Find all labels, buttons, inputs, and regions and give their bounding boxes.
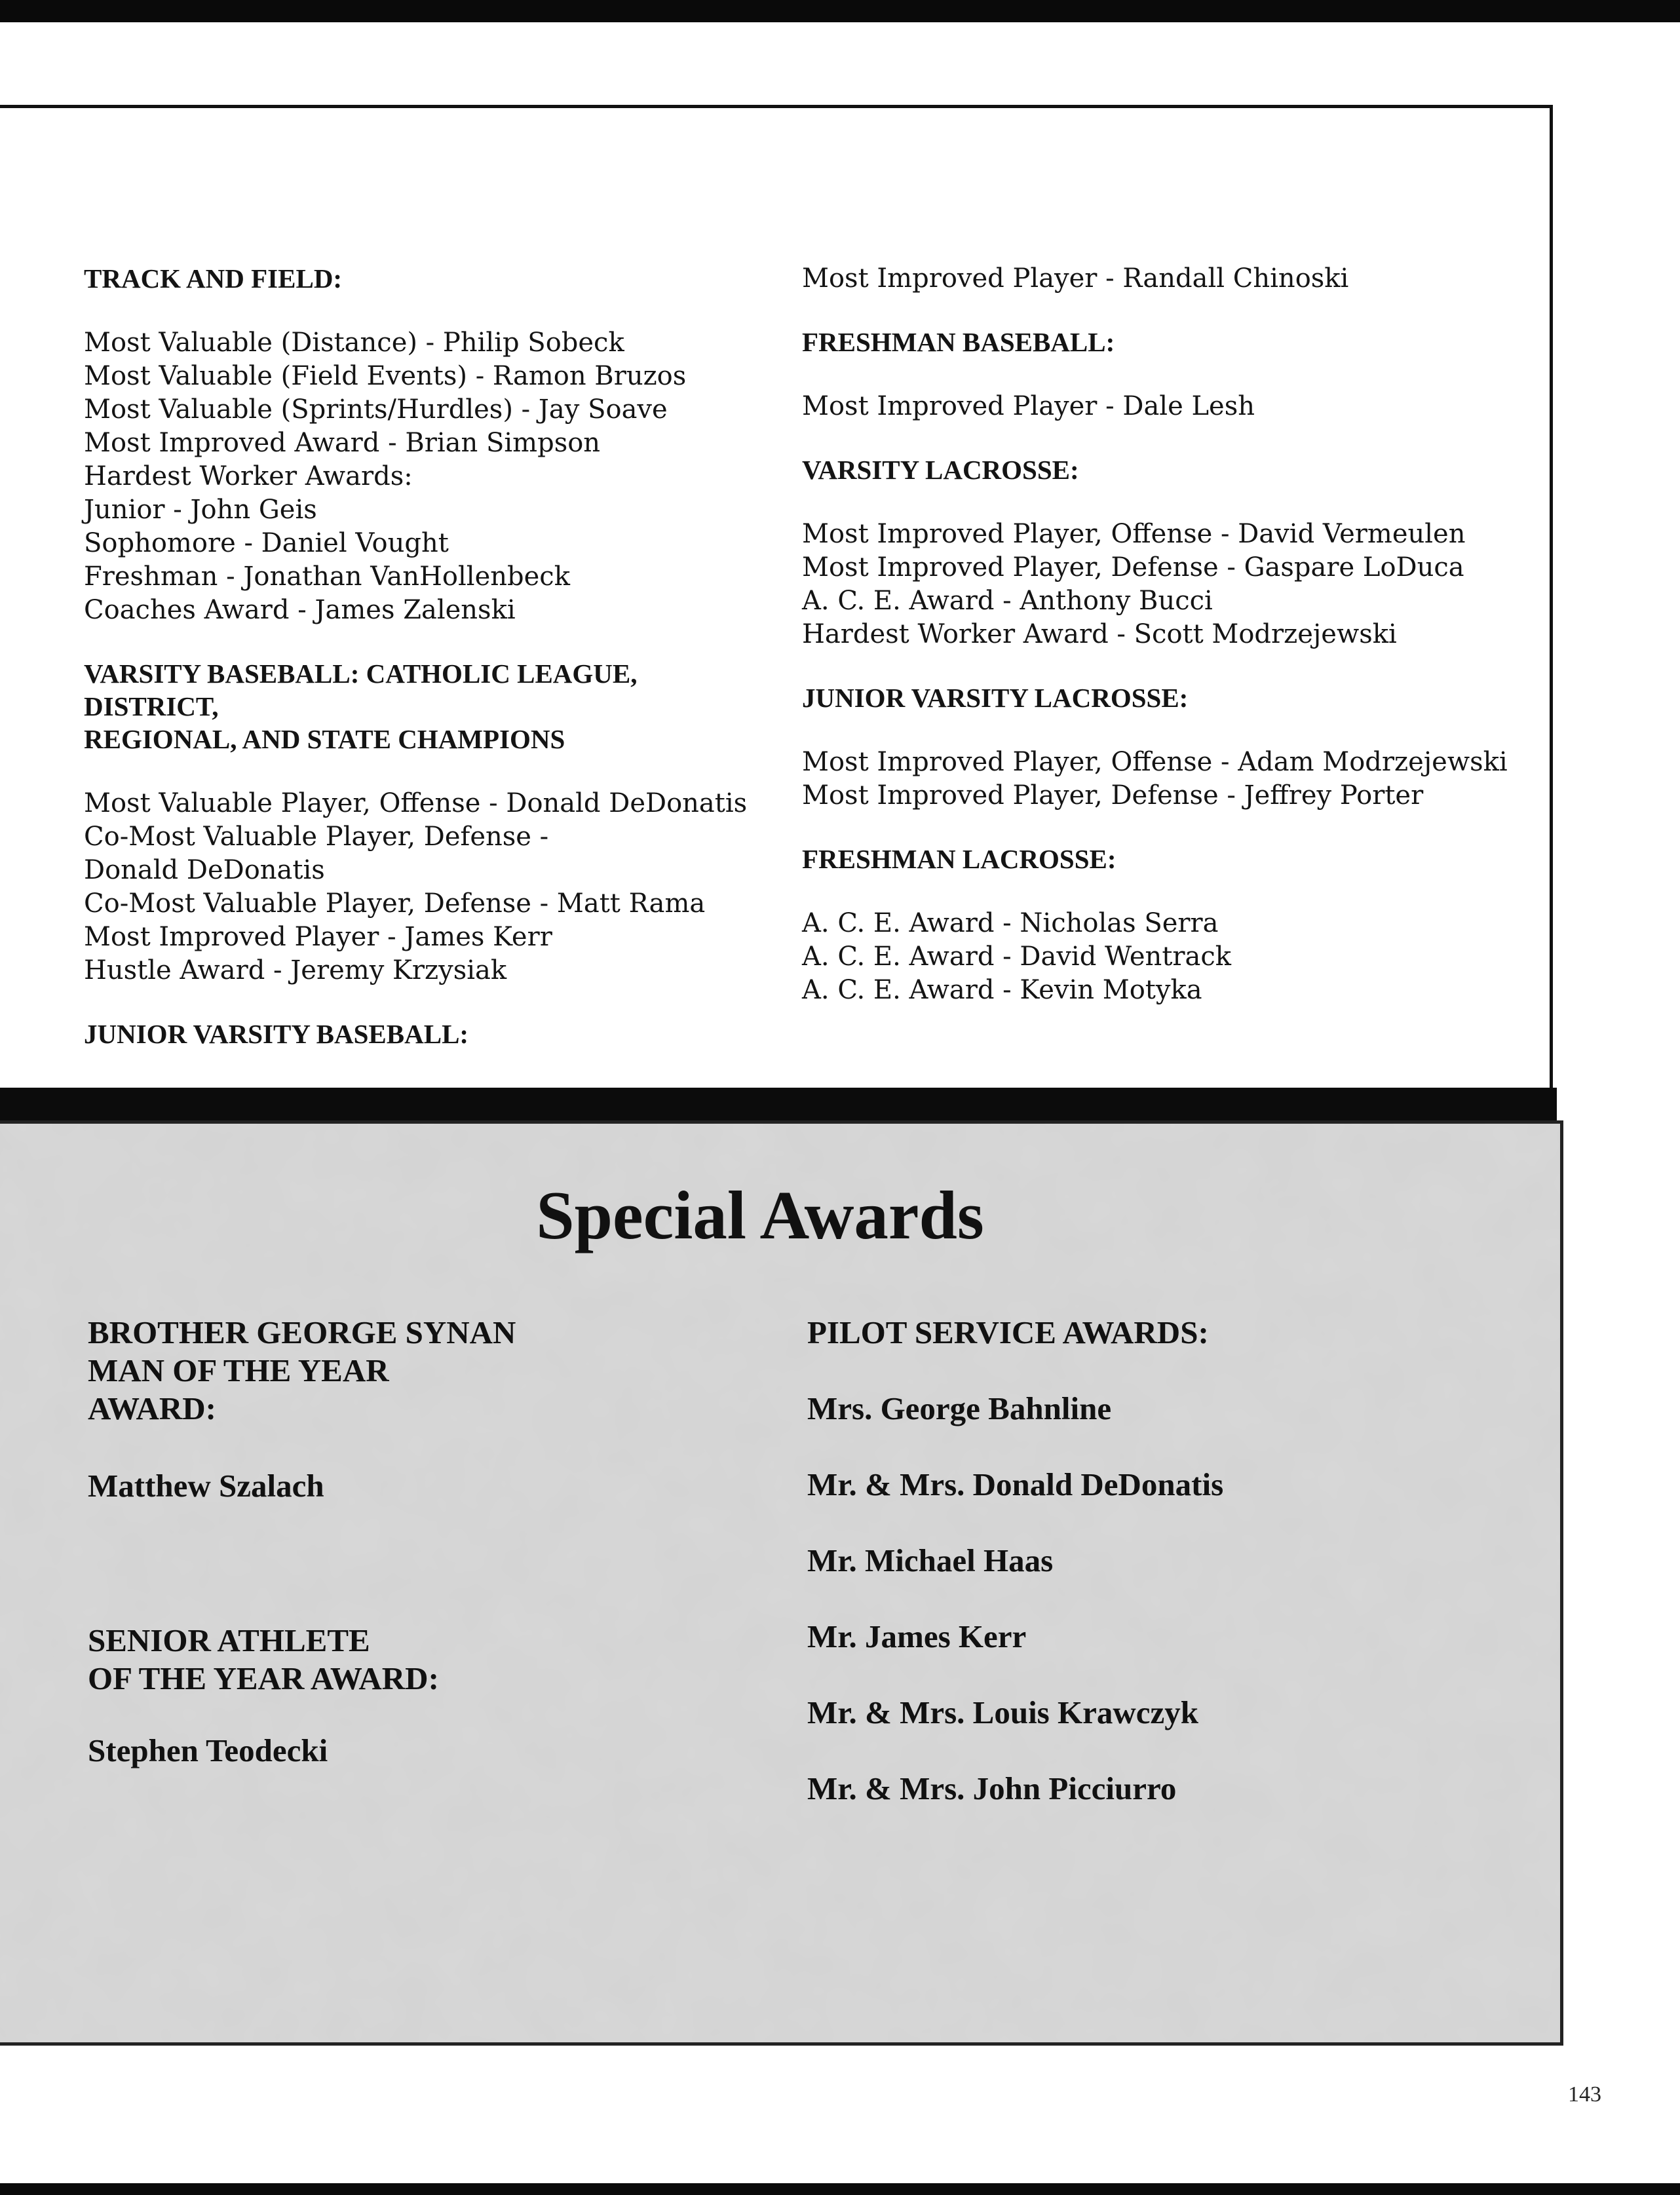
- award-line: Hardest Worker Award - Scott Modrzejewski: [802, 619, 1397, 649]
- section-heading-track: TRACK AND FIELD:: [84, 263, 343, 294]
- pilot-service-recipient: Mr. & Mrs. Donald DeDonatis: [807, 1466, 1224, 1502]
- senior-athlete-heading: OF THE YEAR AWARD:: [88, 1660, 439, 1696]
- award-line: Donald DeDonatis: [84, 855, 325, 885]
- award-line: Coaches Award - James Zalenski: [84, 595, 516, 625]
- award-line: Most Improved Player, Defense - Jeffrey Porter: [802, 780, 1424, 811]
- awards-right-column: [802, 262, 1523, 1007]
- award-line: Most Improved Player, Offense - David Vermeulen: [802, 519, 1466, 549]
- section-divider: [0, 1088, 1557, 1122]
- award-line: Most Valuable (Distance) - Philip Sobeck: [84, 328, 624, 358]
- award-line: A. C. E. Award - Kevin Motyka: [802, 975, 1202, 1005]
- bottom-border: [0, 2183, 1680, 2195]
- man-of-year-heading: AWARD:: [88, 1390, 216, 1426]
- award-line: Freshman - Jonathan VanHollenbeck: [84, 562, 570, 592]
- special-awards-left: [88, 1314, 743, 1770]
- award-line: Most Improved Award - Brian Simpson: [84, 428, 601, 458]
- page-number: 143: [1568, 2082, 1601, 2107]
- award-line: Sophomore - Daniel Vought: [84, 528, 449, 558]
- pilot-service-recipient: Mr. & Mrs. Louis Krawczyk: [807, 1694, 1198, 1730]
- award-line: Hustle Award - Jeremy Krzysiak: [84, 955, 507, 985]
- pilot-service-heading: PILOT SERVICE AWARDS:: [807, 1314, 1209, 1350]
- man-of-year-heading: MAN OF THE YEAR: [88, 1352, 389, 1388]
- man-of-year-recipient: Matthew Szalach: [88, 1468, 324, 1504]
- pilot-service-recipient: Mr. & Mrs. John Picciurro: [807, 1770, 1177, 1806]
- pilot-service-recipient: Mrs. George Bahnline: [807, 1390, 1112, 1426]
- award-line: A. C. E. Award - Nicholas Serra: [802, 908, 1219, 938]
- award-line: Junior - John Geis: [84, 495, 317, 525]
- award-line: Most Valuable Player, Offense - Donald DeDonatis: [84, 788, 748, 818]
- section-heading-varsity-baseball: DISTRICT,: [84, 691, 219, 721]
- section-heading-varsity-lacrosse: VARSITY LACROSSE:: [802, 455, 1079, 485]
- award-line: Most Improved Player, Defense - Gaspare LoDuca: [802, 552, 1464, 582]
- section-heading-jv-baseball: JUNIOR VARSITY BASEBALL:: [84, 1019, 469, 1049]
- section-heading-freshman-lacrosse: FRESHMAN LACROSSE:: [802, 844, 1117, 874]
- award-line: A. C. E. Award - David Wentrack: [802, 942, 1231, 972]
- award-line: Most Improved Player - James Kerr: [84, 922, 552, 952]
- man-of-year-heading: BROTHER GEORGE SYNAN: [88, 1314, 516, 1350]
- award-line: A. C. E. Award - Anthony Bucci: [802, 586, 1213, 616]
- section-heading-jv-lacrosse: JUNIOR VARSITY LACROSSE:: [802, 683, 1189, 713]
- pilot-service-recipient: Mr. Michael Haas: [807, 1542, 1054, 1578]
- award-line: Most Improved Player - Randall Chinoski: [802, 263, 1349, 294]
- award-line: Co-Most Valuable Player, Defense - Matt Rama: [84, 888, 706, 919]
- award-line: Most Improved Player, Offense - Adam Modrzejewski: [802, 747, 1508, 777]
- section-heading-freshman-baseball: FRESHMAN BASEBALL:: [802, 327, 1115, 357]
- special-awards-right: [807, 1314, 1528, 1808]
- award-line: Most Improved Player - Dale Lesh: [802, 391, 1255, 421]
- award-line: Most Valuable (Field Events) - Ramon Bruzos: [84, 361, 687, 391]
- pilot-service-recipient: Mr. James Kerr: [807, 1618, 1027, 1654]
- special-awards-title: Special Awards: [536, 1177, 984, 1253]
- top-border: [0, 0, 1680, 22]
- senior-athlete-recipient: Stephen Teodecki: [88, 1732, 328, 1768]
- section-heading-varsity-baseball: VARSITY BASEBALL: CATHOLIC LEAGUE,: [84, 658, 638, 689]
- award-line: Most Valuable (Sprints/Hurdles) - Jay Soave: [84, 394, 668, 425]
- award-line: Hardest Worker Awards:: [84, 461, 413, 491]
- senior-athlete-heading: SENIOR ATHLETE: [88, 1622, 370, 1658]
- section-heading-varsity-baseball: REGIONAL, AND STATE CHAMPIONS: [84, 724, 565, 754]
- award-line: Co-Most Valuable Player, Defense -: [84, 822, 549, 852]
- awards-left-column: [84, 262, 772, 1050]
